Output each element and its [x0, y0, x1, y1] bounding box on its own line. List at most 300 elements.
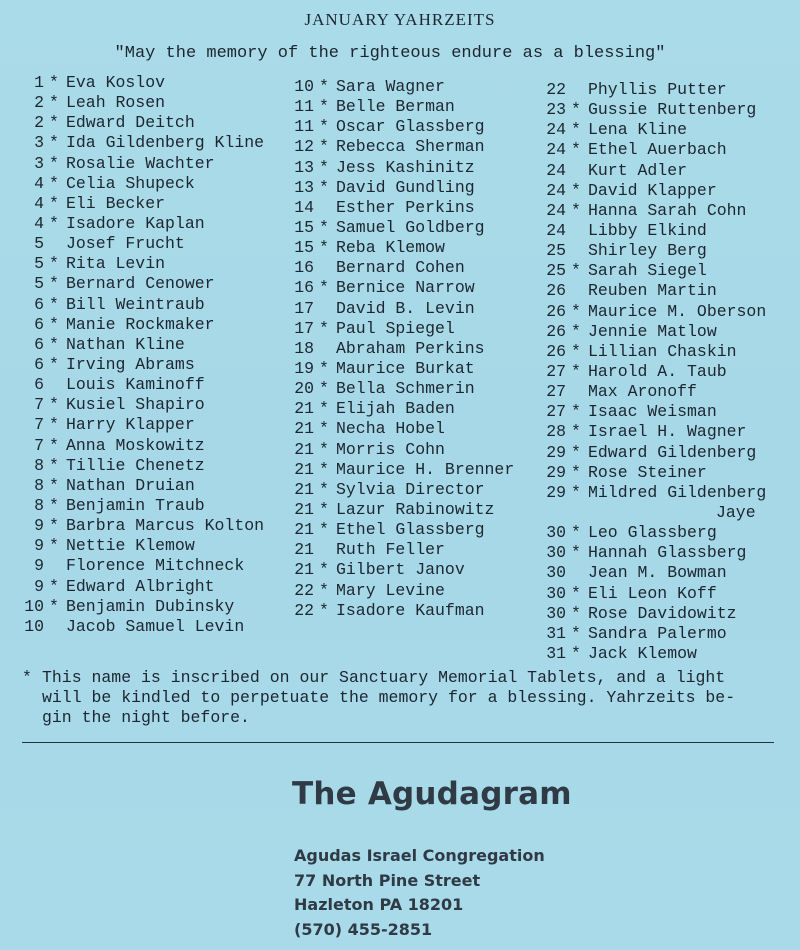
memorial-star-marker: * [49, 153, 59, 173]
entry-name: Reuben Martin [588, 281, 717, 301]
memorial-star-marker [44, 556, 64, 576]
yahrzeit-entry [14, 154, 264, 174]
yahrzeit-entry [14, 395, 264, 415]
entry-day: 25 [546, 261, 566, 281]
entry-day: 6 [34, 354, 44, 374]
entry-day: 24 [546, 220, 566, 240]
org-name: Agudas Israel Congregation [294, 846, 545, 865]
yahrzeit-entry [536, 584, 766, 604]
memorial-star-marker [314, 198, 334, 218]
yahrzeit-entry [14, 295, 264, 315]
entry-name: Abraham Perkins [336, 338, 485, 358]
entry-day: 7 [34, 395, 44, 415]
entry-day: 30 [546, 543, 566, 563]
memorial-star-marker: * [49, 596, 59, 616]
entry-name: Rosalie Wachter [66, 153, 215, 173]
memorial-star-marker: * [319, 580, 329, 600]
entry-name: Jennie Matlow [588, 321, 717, 341]
entry-name: Irving Abrams [66, 354, 195, 374]
yahrzeit-entry [14, 617, 264, 637]
memorial-star-marker: * [319, 600, 329, 620]
entry-name: Harold A. Taub [588, 361, 727, 381]
entry-day: 10 [24, 616, 44, 636]
yahrzeit-column-2 [284, 77, 514, 621]
yahrzeit-entry [14, 254, 264, 274]
entry-name: Bernice Narrow [336, 278, 475, 298]
memorial-star-marker: * [571, 140, 581, 160]
yahrzeit-entry [284, 480, 514, 500]
memorial-star-marker: * [49, 133, 59, 153]
entry-name: Isadore Kaplan [66, 213, 205, 233]
yahrzeit-entry [284, 419, 514, 439]
yahrzeit-entry [536, 201, 766, 221]
yahrzeit-entry [284, 97, 514, 117]
yahrzeit-entry [14, 597, 264, 617]
entry-name: Sylvia Director [336, 479, 485, 499]
yahrzeit-entry [14, 476, 264, 496]
entry-name: Jess Kashinitz [336, 157, 475, 177]
yahrzeit-entry [14, 335, 264, 355]
yahrzeit-entry [284, 278, 514, 298]
memorial-star-marker: * [571, 422, 581, 442]
memorial-star-marker [44, 375, 64, 395]
entry-name: Benjamin Dubinsky [66, 596, 235, 616]
memorial-star-marker: * [571, 341, 581, 361]
entry-day: 2 [34, 93, 44, 113]
memorial-star-marker: * [49, 254, 59, 274]
yahrzeit-entry [536, 161, 766, 181]
entry-day: 26 [546, 281, 566, 301]
memorial-star-marker: * [571, 120, 581, 140]
entry-day: 24 [546, 140, 566, 160]
yahrzeit-entry [536, 563, 766, 583]
entry-day: 21 [294, 459, 314, 479]
entry-name: Nathan Druian [66, 475, 195, 495]
yahrzeit-entry [284, 218, 514, 238]
memorial-star-marker: * [49, 73, 59, 92]
entry-day: 29 [546, 462, 566, 482]
entry-day: 24 [546, 120, 566, 140]
memorial-star-marker: * [571, 543, 581, 563]
entry-day: 30 [546, 523, 566, 543]
entry-day: 28 [546, 422, 566, 442]
memorial-star-marker: * [49, 314, 59, 334]
yahrzeit-entry [536, 281, 766, 301]
entry-name: Edward Gildenberg [588, 442, 757, 462]
yahrzeit-entry [14, 214, 264, 234]
memorial-star-marker: * [571, 462, 581, 482]
entry-name: Rose Davidowitz [588, 603, 737, 623]
memorial-star-marker: * [319, 117, 329, 137]
entry-name: Belle Berman [336, 97, 455, 117]
entry-day: 9 [34, 516, 44, 536]
entry-name: Hannah Glassberg [588, 543, 747, 563]
entry-name: Ida Gildenberg Kline [66, 133, 265, 153]
yahrzeit-entry [14, 133, 264, 153]
entry-day: 13 [294, 157, 314, 177]
entry-name: Shirley Berg [588, 241, 707, 261]
entry-name: Hanna Sarah Cohn [588, 200, 747, 220]
entry-day: 17 [294, 298, 314, 318]
yahrzeit-entry [14, 415, 264, 435]
entry-name: Bernard Cenower [66, 274, 215, 294]
yahrzeit-entry [536, 422, 766, 442]
entry-day: 7 [34, 415, 44, 435]
memorial-star-marker: * [319, 479, 329, 499]
memorial-star-marker: * [319, 217, 329, 237]
memorial-star-marker: * [319, 77, 329, 96]
entry-name: Libby Elkind [588, 220, 707, 240]
memorial-star-marker: * [49, 516, 59, 536]
entry-day: 26 [546, 341, 566, 361]
memorial-star-marker: * [319, 520, 329, 540]
yahrzeit-entry [14, 456, 264, 476]
yahrzeit-entry [536, 483, 766, 503]
memorial-star-marker: * [49, 455, 59, 475]
yahrzeit-entry [14, 536, 264, 556]
entry-name: Ethel Auerbach [588, 140, 727, 160]
yahrzeit-entry [536, 322, 766, 342]
yahrzeit-entry [284, 601, 514, 621]
entry-day: 9 [34, 576, 44, 596]
footnote-line-1: This name is inscribed on our Sanctuary Memorial Tablets, and a light [42, 668, 726, 687]
yahrzeit-entry [14, 375, 264, 395]
entry-day: 29 [546, 482, 566, 502]
memorial-star-marker [314, 258, 334, 278]
memorial-star-marker: * [49, 495, 59, 515]
entry-name: Israel H. Wagner [588, 422, 747, 442]
page-title: JANUARY YAHRZEITS [304, 10, 496, 29]
memorial-star-marker: * [571, 321, 581, 341]
entry-name: Lazur Rabinowitz [336, 499, 495, 519]
entry-day: 8 [34, 455, 44, 475]
entry-name: Edward Albright [66, 576, 215, 596]
entry-name: Phyllis Putter [588, 80, 727, 99]
memorial-star-marker: * [571, 180, 581, 200]
memorial-star-marker: * [571, 623, 581, 643]
memorial-star-marker: * [319, 278, 329, 298]
entry-day: 3 [34, 153, 44, 173]
entry-day: 25 [546, 241, 566, 261]
memorial-star-marker [566, 281, 586, 301]
entry-name: Maurice M. Oberson [588, 301, 767, 321]
entry-day: 17 [294, 318, 314, 338]
entry-name: Kusiel Shapiro [66, 395, 205, 415]
entry-day: 10 [294, 77, 314, 96]
entry-day: 4 [34, 193, 44, 213]
yahrzeit-entry [14, 556, 264, 576]
address-block [294, 844, 545, 942]
entry-name: Esther Perkins [336, 197, 475, 217]
entry-day: 22 [294, 580, 314, 600]
memorial-star-marker: * [49, 576, 59, 596]
memorial-star-marker [314, 299, 334, 319]
page-subtitle: "May the memory of the righteous endure as a blessing" [114, 44, 666, 63]
entry-day: 21 [294, 419, 314, 439]
entry-name: Jean M. Bowman [588, 563, 727, 583]
memorial-star-marker: * [49, 274, 59, 294]
yahrzeit-entry [284, 560, 514, 580]
entry-name: Isaac Weisman [588, 402, 717, 422]
yahrzeit-entry [536, 624, 766, 644]
memorial-star-marker: * [319, 560, 329, 580]
entry-name: Barbra Marcus Kolton [66, 516, 265, 536]
entry-name: Nathan Kline [66, 334, 185, 354]
entry-name: Gilbert Janov [336, 560, 465, 580]
yahrzeit-entry [536, 261, 766, 281]
yahrzeit-entry [536, 463, 766, 483]
entry-name: Eva Koslov [66, 73, 166, 92]
entry-name: David B. Levin [336, 298, 475, 318]
footnote [22, 668, 782, 728]
memorial-star-marker: * [49, 415, 59, 435]
memorial-star-marker: * [319, 379, 329, 399]
entry-day: 21 [294, 540, 314, 560]
yahrzeit-entry [284, 117, 514, 137]
yahrzeit-entry [536, 140, 766, 160]
entry-day: 6 [34, 294, 44, 314]
entry-name: Lena Kline [588, 120, 688, 140]
memorial-star-marker: * [571, 643, 581, 663]
memorial-star-marker: * [571, 301, 581, 321]
entry-day: 15 [294, 217, 314, 237]
entry-day: 26 [546, 321, 566, 341]
entry-day: 31 [546, 623, 566, 643]
entry-day: 27 [546, 382, 566, 402]
memorial-star-marker: * [49, 173, 59, 193]
yahrzeit-entry [536, 402, 766, 422]
yahrzeit-column-1 [14, 73, 264, 637]
memorial-star-marker: * [49, 113, 59, 133]
memorial-star-marker: * [571, 100, 581, 120]
entry-name: Kurt Adler [588, 160, 688, 180]
yahrzeit-entry [536, 362, 766, 382]
memorial-star-marker: * [49, 354, 59, 374]
memorial-star-marker: * [49, 395, 59, 415]
memorial-star-marker: * [571, 523, 581, 543]
yahrzeit-entry [536, 241, 766, 261]
entry-day: 5 [34, 234, 44, 254]
yahrzeit-entry [536, 221, 766, 241]
memorial-star-marker: * [319, 318, 329, 338]
entry-name: Max Aronoff [588, 382, 697, 402]
entry-day: 10 [24, 596, 44, 616]
entry-day: 21 [294, 560, 314, 580]
entry-day: 12 [294, 137, 314, 157]
entry-name: Jacob Samuel Levin [66, 616, 245, 636]
entry-name: Maurice Burkat [336, 358, 475, 378]
memorial-star-marker [314, 540, 334, 560]
memorial-star-marker: * [571, 200, 581, 220]
memorial-star-marker [566, 241, 586, 261]
yahrzeit-entry [284, 137, 514, 157]
memorial-star-marker: * [49, 435, 59, 455]
entry-day: 20 [294, 379, 314, 399]
yahrzeit-entry [14, 436, 264, 456]
entry-day: 11 [294, 117, 314, 137]
entry-day: 27 [546, 361, 566, 381]
yahrzeit-entry [14, 496, 264, 516]
memorial-star-marker: * [571, 402, 581, 422]
entry-day: 23 [546, 100, 566, 120]
entry-day: 2 [34, 113, 44, 133]
yahrzeit-column-3 [536, 80, 766, 664]
entry-day: 30 [546, 603, 566, 623]
entry-name: Reba Klemow [336, 238, 445, 258]
yahrzeit-entry [14, 194, 264, 214]
yahrzeit-entry [284, 299, 514, 319]
entry-name: Mary Levine [336, 580, 445, 600]
entry-day: 4 [34, 173, 44, 193]
memorial-star-marker [566, 382, 586, 402]
entry-name: Oscar Glassberg [336, 117, 485, 137]
footnote-star: * [22, 668, 32, 687]
entry-name: Nettie Klemow [66, 536, 195, 556]
entry-name: David Gundling [336, 177, 475, 197]
yahrzeit-entry [284, 359, 514, 379]
entry-day: 21 [294, 479, 314, 499]
memorial-star-marker: * [319, 419, 329, 439]
yahrzeit-entry [14, 73, 264, 93]
city-state-zip: Hazleton PA 18201 [294, 895, 464, 914]
entry-day: 6 [34, 375, 44, 395]
memorial-star-marker: * [49, 536, 59, 556]
entry-day: 31 [546, 643, 566, 663]
yahrzeit-entry [284, 581, 514, 601]
memorial-star-marker: * [571, 261, 581, 281]
yahrzeit-entry [14, 274, 264, 294]
divider-rule [22, 742, 774, 743]
entry-name: Celia Shupeck [66, 173, 195, 193]
yahrzeit-entry [14, 516, 264, 536]
entry-day: 3 [34, 133, 44, 153]
entry-day: 22 [294, 600, 314, 620]
yahrzeit-entry [14, 113, 264, 133]
yahrzeit-entry [536, 181, 766, 201]
entry-name: Bella Schmerin [336, 379, 475, 399]
entry-name: Maurice H. Brenner [336, 459, 515, 479]
memorial-star-marker [566, 221, 586, 241]
entry-day: 15 [294, 238, 314, 258]
entry-day: 9 [34, 556, 44, 576]
yahrzeit-entry [284, 178, 514, 198]
yahrzeit-entry [14, 93, 264, 113]
memorial-star-marker: * [571, 583, 581, 603]
entry-name: Isadore Kaufman [336, 600, 485, 620]
entry-day: 11 [294, 97, 314, 117]
memorial-star-marker [566, 161, 586, 181]
yahrzeit-entry [284, 258, 514, 278]
entry-name: Rita Levin [66, 254, 166, 274]
memorial-star-marker [566, 563, 586, 583]
memorial-star-marker: * [571, 442, 581, 462]
yahrzeit-entry [536, 120, 766, 140]
entry-day: 6 [34, 314, 44, 334]
yahrzeit-entry [14, 355, 264, 375]
entry-day: 16 [294, 258, 314, 278]
yahrzeit-entry [284, 198, 514, 218]
entry-name: Sara Wagner [336, 77, 445, 96]
entry-day: 24 [546, 200, 566, 220]
memorial-star-marker: * [571, 603, 581, 623]
entry-name: Leo Glassberg [588, 523, 717, 543]
yahrzeit-entry [284, 520, 514, 540]
yahrzeit-entry [284, 339, 514, 359]
yahrzeit-entry [14, 174, 264, 194]
entry-day: 30 [546, 563, 566, 583]
yahrzeit-entry [14, 315, 264, 335]
entry-day: 24 [546, 180, 566, 200]
yahrzeit-entry [284, 460, 514, 480]
entry-day: 24 [546, 160, 566, 180]
entry-name: Jack Klemow [588, 643, 697, 663]
entry-day: 14 [294, 197, 314, 217]
entry-day: 8 [34, 475, 44, 495]
entry-name: Bill Weintraub [66, 294, 205, 314]
entry-name: Ruth Feller [336, 540, 445, 560]
memorial-star-marker: * [319, 459, 329, 479]
entry-name: Sarah Siegel [588, 261, 707, 281]
yahrzeit-entry [536, 523, 766, 543]
entry-day: 19 [294, 358, 314, 378]
memorial-star-marker: * [319, 177, 329, 197]
entry-name: Necha Hobel [336, 419, 445, 439]
entry-name: Eli Becker [66, 193, 166, 213]
yahrzeit-entry [536, 80, 766, 100]
memorial-star-marker: * [319, 399, 329, 419]
phone-number: (570) 455-2851 [294, 919, 433, 939]
yahrzeit-entry [284, 440, 514, 460]
entry-name: Josef Frucht [66, 234, 185, 254]
newsletter-title: The Agudagram [292, 776, 572, 812]
entry-day: 18 [294, 338, 314, 358]
yahrzeit-entry [284, 158, 514, 178]
entry-day: 29 [546, 442, 566, 462]
entry-name: Florence Mitchneck [66, 556, 245, 576]
memorial-star-marker [44, 234, 64, 254]
entry-name: Lillian Chaskin [588, 341, 737, 361]
entry-day: 5 [34, 254, 44, 274]
entry-name: Rose Steiner [588, 462, 707, 482]
yahrzeit-entry [14, 234, 264, 254]
footnote-line-2: will be kindled to perpetuate the memory for a blessing. Yahrzeits be- [42, 688, 736, 707]
memorial-star-marker [44, 617, 64, 637]
memorial-star-marker: * [49, 334, 59, 354]
entry-day: 7 [34, 435, 44, 455]
entry-day: 8 [34, 495, 44, 515]
entry-day: 21 [294, 520, 314, 540]
entry-day: 13 [294, 177, 314, 197]
entry-name: Anna Moskowitz [66, 435, 205, 455]
entry-day: 26 [546, 301, 566, 321]
memorial-star-marker [314, 339, 334, 359]
entry-name: Tillie Chenetz [66, 455, 205, 475]
entry-day: 22 [546, 80, 566, 99]
entry-name: Manie Rockmaker [66, 314, 215, 334]
entry-name: Paul Spiegel [336, 318, 455, 338]
yahrzeit-entry [284, 540, 514, 560]
memorial-star-marker: * [49, 475, 59, 495]
entry-day: 6 [34, 334, 44, 354]
entry-day: 27 [546, 402, 566, 422]
yahrzeit-entry [284, 399, 514, 419]
entry-day: 21 [294, 499, 314, 519]
entry-day: 21 [294, 399, 314, 419]
memorial-star-marker: * [49, 213, 59, 233]
yahrzeit-entry [284, 500, 514, 520]
memorial-star-marker: * [319, 137, 329, 157]
memorial-star-marker: * [319, 439, 329, 459]
